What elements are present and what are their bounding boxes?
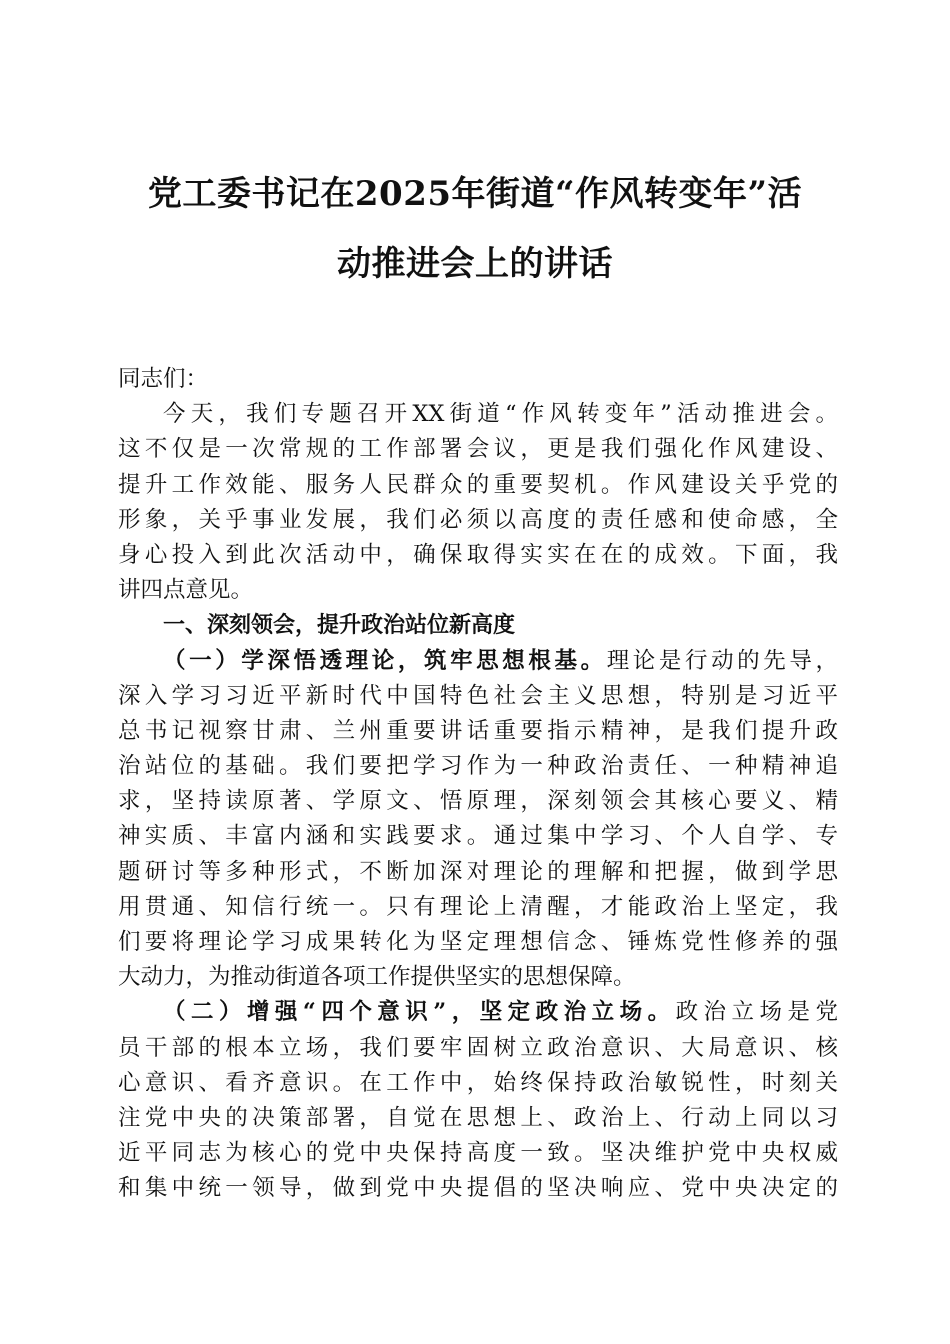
paragraph-line: 今天，我们专题召开XX街道“作风转变年”活动推进会。 (163, 401, 838, 428)
paragraph-line: 求，坚持读原著、学原文、悟原理，深刻领会其核心要义、精 (118, 788, 838, 815)
paragraph-line: 用贯通、知信行统一。只有理论上清醒，才能政治上坚定，我 (118, 893, 838, 920)
paragraph-line: 身心投入到此次活动中，确保取得实实在在的成效。下面，我 (118, 541, 838, 568)
paragraph-line: 治站位的基础。我们要把学习作为一种政治责任、一种精神追 (118, 753, 838, 780)
paragraph-line: 和集中统一领导，做到党中央提倡的坚决响应、党中央决定的 (118, 1175, 838, 1202)
paragraph-line: 心意识、看齐意识。在工作中，始终保持政治敏锐性，时刻关 (118, 1069, 838, 1096)
subsection-first-line (118, 644, 838, 679)
paragraph-line: 神实质、丰富内涵和实践要求。通过集中学习、个人自学、专 (118, 823, 838, 850)
paragraph-line: 员干部的根本立场，我们要牢固树立政治意识、大局意识、核 (118, 1034, 838, 1061)
paragraph-line: 这不仅是一次常规的工作部署会议，更是我们强化作风建设、 (118, 436, 838, 463)
section-heading: 一、深刻领会，提升政治站位新高度 (163, 613, 516, 639)
subsection-first-line (118, 995, 838, 1030)
paragraph-line: 提升工作效能、服务人民群众的重要契机。作风建设关乎党的 (118, 471, 838, 498)
subsection-first-rest: 政治立场是党 (675, 999, 838, 1026)
paragraph-line: 形象，关乎事业发展，我们必须以高度的责任感和使命感，全 (118, 506, 838, 533)
paragraph-line: 深入学习习近平新时代中国特色社会主义思想，特别是习近平 (118, 682, 838, 709)
subsection-lead: （一）学深悟透理论，筑牢思想根基。 (163, 647, 607, 674)
subsection-lead: （二）增强“四个意识”，坚定政治立场。 (163, 999, 676, 1026)
salutation: 同志们： (118, 366, 209, 392)
paragraph-line: 们要将理论学习成果转化为坚定理想信念、锤炼党性修养的强 (118, 929, 838, 955)
document-title-line-1: 党工委书记在2025年街道“作风转变年”活 (147, 174, 803, 214)
paragraph-line: 注党中央的决策部署，自觉在思想上、政治上、行动上同以习 (118, 1104, 838, 1131)
paragraph-line: 总书记视察甘肃、兰州重要讲话重要指示精神，是我们提升政 (118, 717, 838, 744)
subsection-first-rest: 理论是行动的先导， (606, 647, 838, 674)
document-title-line-2: 动推进会上的讲话 (337, 244, 613, 284)
paragraph-line: 近平同志为核心的党中央保持高度一致。坚决维护党中央权威 (118, 1140, 838, 1167)
paragraph-line: 讲四点意见。 (118, 577, 254, 604)
paragraph-line: 题研讨等多种形式，不断加深对理论的理解和把握，做到学思 (118, 858, 838, 885)
paragraph-line: 大动力，为推动街道各项工作提供坚实的思想保障。 (118, 964, 636, 991)
document-body (118, 362, 838, 1207)
